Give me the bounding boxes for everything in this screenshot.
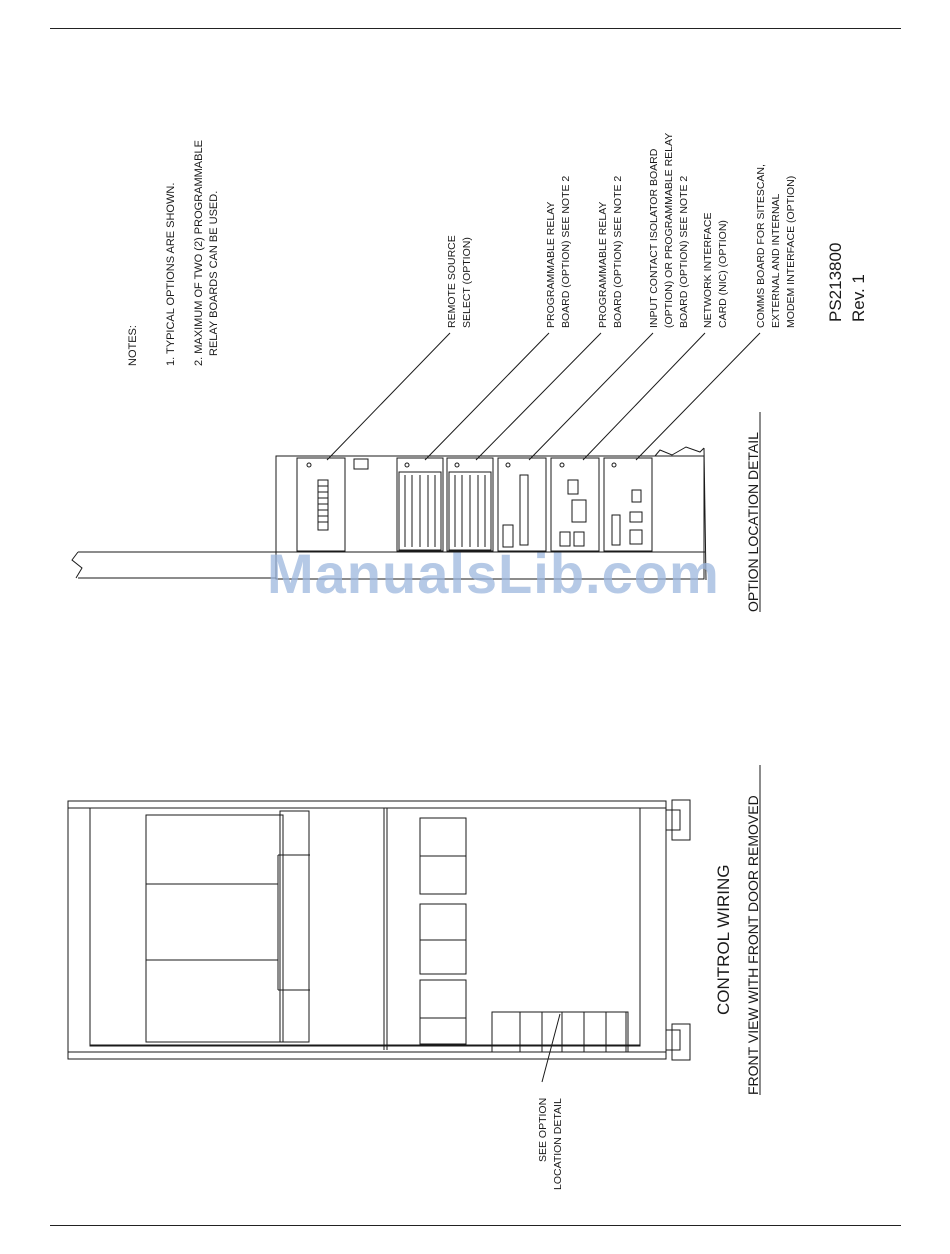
part-revision: Rev. 1 <box>849 274 868 322</box>
callout-relay-1-line1: PROGRAMMABLE RELAY <box>545 201 557 328</box>
callout-nic-line2: CARD (NIC) (OPTION) <box>717 220 729 328</box>
front-view-subtitle: FRONT VIEW WITH FRONT DOOR REMOVED <box>745 795 761 1095</box>
manualslib-watermark: ManualsLib.com <box>267 542 720 605</box>
callout-relay-1-line2: BOARD (OPTION) SEE NOTE 2 <box>560 175 572 328</box>
cabinet-front-view <box>68 800 690 1082</box>
callout-input-contact-line3: BOARD (OPTION) SEE NOTE 2 <box>678 175 690 328</box>
control-wiring-title: CONTROL WIRING <box>714 864 733 1015</box>
callout-comms-line2: EXTERNAL AND INTERNAL <box>770 193 782 328</box>
note-2-line-1: 2. MAXIMUM OF TWO (2) PROGRAMMABLE <box>193 140 205 366</box>
callout-comms-line3: MODEM INTERFACE (OPTION) <box>785 175 797 328</box>
note-2-line-2: RELAY BOARDS CAN BE USED. <box>208 190 220 356</box>
callout-comms-line1: COMMS BOARD FOR SITESCAN, <box>755 164 767 328</box>
notes-heading: NOTES: <box>127 325 139 366</box>
part-number: PS213800 <box>826 242 845 322</box>
option-location-detail-title: OPTION LOCATION DETAIL <box>745 432 761 612</box>
callout-input-contact-line2: (OPTION) OR PROGRAMMABLE RELAY <box>663 132 675 328</box>
see-option-line1: SEE OPTION <box>537 1097 549 1162</box>
callout-relay-2-line1: PROGRAMMABLE RELAY <box>597 201 609 328</box>
see-option-line2: LOCATION DETAIL <box>552 1098 564 1190</box>
callout-remote-source-line1: REMOTE SOURCE <box>446 235 458 328</box>
callout-relay-2-line2: BOARD (OPTION) SEE NOTE 2 <box>612 175 624 328</box>
callout-nic-line1: NETWORK INTERFACE <box>702 212 714 328</box>
note-1: 1. TYPICAL OPTIONS ARE SHOWN. <box>165 182 177 366</box>
callout-remote-source-line2: SELECT (OPTION) <box>461 237 473 328</box>
callout-input-contact-line1: INPUT CONTACT ISOLATOR BOARD <box>648 148 660 328</box>
